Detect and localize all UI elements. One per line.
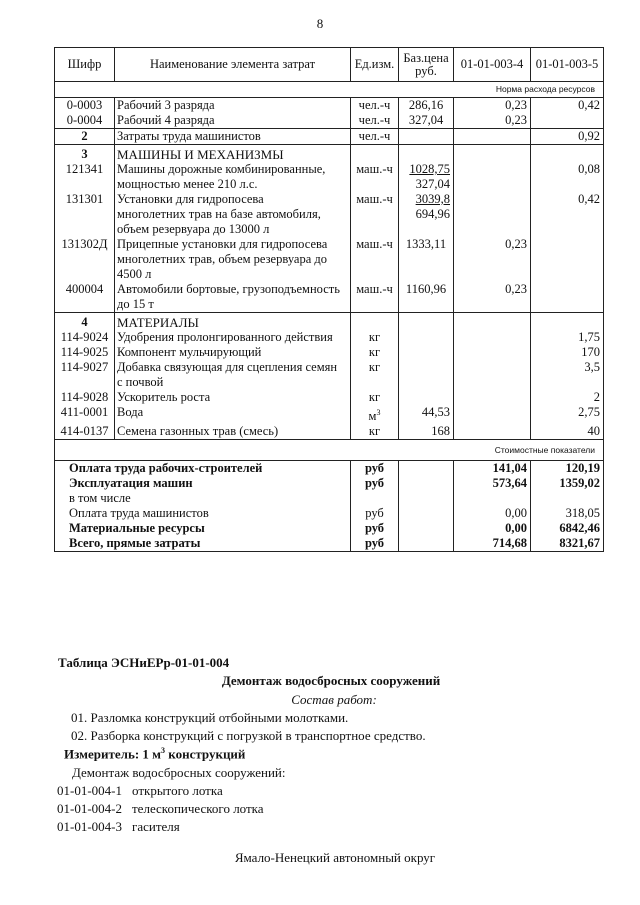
section-row-machines: 3 МАШИНЫ И МЕХАНИЗМЫ [55,145,604,163]
work-item: 02. Разборка конструкций с погрузкой в транспортное средство. [71,728,426,743]
header-col-b: 01-01-003-5 [531,48,604,82]
table-row: 121341 Машины дорожные комбинированные, мощностью менее 210 л.с. маш.-ч 1028,75 327,04 0,08 [55,162,604,192]
table-row: 114-9028 Ускоритель роста кг 2 [55,390,604,405]
totals-row: Материальные ресурсы руб 0,00 6842,46 [55,521,604,536]
cost-caption: Стоимостные показатели [55,440,604,461]
table-row: 0-0003 Рабочий 3 разряда чел.-ч 286,16 0,23 0,42 [55,98,604,114]
list-item: 01-01-004-2 телескопического лотка [57,801,264,816]
table-row: 400004 Автомобили бортовые, грузоподъемность до 15 т маш.-ч 1160,96 0,23 [55,282,604,313]
table-row: 114-9027 Добавка связующая для сцепления семян с почвой кг 3,5 [55,360,604,390]
totals-row: в том числе [55,491,604,506]
work-item: 01. Разломка конструкций отбойными молотками. [71,710,349,725]
table-subtitle: Демонтаж водосбросных сооружений [221,673,441,688]
table-row: 0-0004 Рабочий 4 разряда чел.-ч 327,04 0,23 [55,113,604,129]
header-name: Наименование элемента затрат [115,48,351,82]
table-row: 131302Д Прицепные установки для гидропосева многолетних трав, объем резервуара до 4500 л маш.-ч 1333,11 0,23 [55,237,604,282]
header-col-a: 01-01-003-4 [454,48,531,82]
group-label: Демонтаж водосбросных сооружений: [72,765,286,780]
table-row: 114-9025 Компонент мульчирующий кг 170 [55,345,604,360]
table-row: 411-0001 Вода $м^3$ 44,53 2,75 [55,405,604,424]
table-header-row [55,48,604,82]
norm-caption: Норма расхода ресурсов [55,82,604,98]
resource-norm-table [54,47,604,552]
page-footer: Ямало-Ненецкий автономный округ [234,850,436,865]
totals-row: Всего, прямые затраты руб 714,68 8321,67 [55,536,604,552]
totals-row: Оплата труда рабочих-строителей руб 141,04 120,19 [55,461,604,477]
list-item: 01-01-004-3 гасителя [57,819,180,834]
totals-row: Оплата труда машинистов руб 0,00 318,05 [55,506,604,521]
page-number: 8 [316,16,324,31]
works-heading: Состав работ: [291,692,377,707]
header-unit: Ед.изм. [351,48,399,82]
table-row: 2 Затраты труда машинистов чел.-ч 0,92 [55,129,604,145]
measure-unit: Измеритель: 1 $м^3$ конструкций [64,746,246,762]
totals-row: Эксплуатация машин руб 573,64 1359,02 [55,476,604,491]
table-row: 114-9024 Удобрения пролонгированного действия кг 1,75 [55,330,604,345]
table-title: Таблица ЭСНиЕРр-01-01-004 [58,655,230,670]
header-price: Баз.цена руб. [399,48,454,82]
table-row: 131301 Установки для гидропосева многолетних трав на базе автомобиля, объем резервуара до 13000 л маш.-ч 3039,8 694,96 0,42 [55,192,604,237]
section-row-materials: 4 МАТЕРИАЛЫ [55,313,604,331]
table-row: 414-0137 Семена газонных трав (смесь) кг 168 40 [55,424,604,440]
list-item: 01-01-004-1 открытого лотка [57,783,223,798]
header-code: Шифр [55,48,115,82]
